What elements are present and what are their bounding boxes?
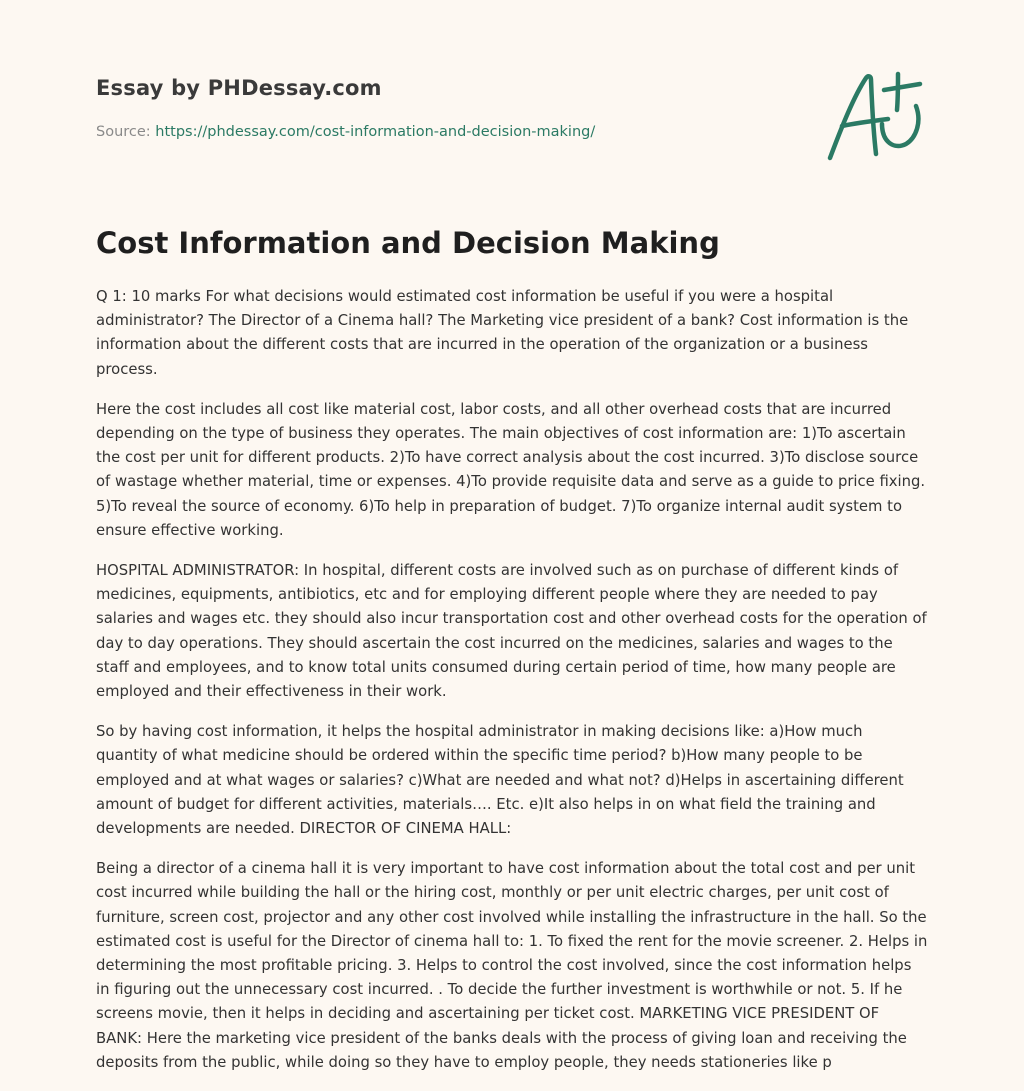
source-label: Source: bbox=[96, 124, 156, 140]
essay-body bbox=[96, 285, 928, 1091]
essay-paragraph: Being a director of a cinema hall it is very important to have cost information about the total cost and per unit cost incurred while building the hall or the hiring cost, monthly or per unit electric charges, per unit cost of furniture, screen cost, projector and any other cost involved while installing the infrastructure in the hall. So the estimated cost is useful for the Director of cinema hall to: 1. To fixed the rent for the movie screener. 2. Helps in determining the most profitable pricing. 3. Helps to control the cost involved, since the cost information helps in figuring out the unnecessary cost incurred. . To decide the further investment is worthwhile or not. 5. If he screens movie, then it helps in deciding and ascertaining per ticket cost. MARKETING VICE PRESIDENT OF BANK: Here the marketing vice president of the banks deals with the process of giving loan and receiving the deposits from the public, while doing so they have to employ people, they needs stationeries like p bbox=[96, 860, 928, 1071]
brand-title: Essay by PHDessay.com bbox=[96, 76, 382, 100]
a-plus-logo-icon bbox=[820, 66, 930, 166]
source-line bbox=[96, 124, 595, 140]
essay-title: Cost Information and Decision Making bbox=[96, 226, 720, 260]
essay-paragraph: HOSPITAL ADMINISTRATOR: In hospital, different costs are involved such as on purchase of different kinds of medicines, equipments, antibiotics, etc and for employing different people where they are needed to pay salaries and wages etc. they should also incur transportation cost and other overhead costs for the operation of day to day operations. They should ascertain the cost incurred on the medicines, salaries and wages to the staff and employees, and to know total units consumed during certain period of time, how many people are employed and their effectiveness in their work. bbox=[96, 562, 927, 701]
essay-paragraph: So by having cost information, it helps the hospital administrator in making decisions like: a)How much quantity of what medicine should be ordered within the specific time period? b)How many people to be employed and at what wages or salaries? c)What are needed and what not? d)Helps in ascertaining different amount of budget for different activities, materials…. Etc. e)It also helps in on what field the training and developments are needed. DIRECTOR OF CINEMA HALL: bbox=[96, 723, 904, 838]
source-link[interactable]: https://phdessay.com/cost-information-and-decision-making/ bbox=[155, 124, 596, 140]
essay-paragraph: Q 1: 10 marks For what decisions would estimated cost information be useful if you were a hospital administrator? The Director of a Cinema hall? The Marketing vice president of a bank? Cost information is the information about the different costs that are incurred in the operation of the organization or a business process. bbox=[96, 288, 909, 378]
essay-paragraph: Here the cost includes all cost like material cost, labor costs, and all other overhead costs that are incurred depending on the type of business they operates. The main objectives of cost information are: 1)To ascertain the cost per unit for different products. 2)To have correct analysis about the cost incurred. 3)To disclose source of wastage whether material, time or expenses. 4)To provide requisite data and serve as a guide to price fixing. 5)To reveal the source of economy. 6)To help in preparation of budget. 7)To organize internal audit system to ensure effective working. bbox=[96, 400, 926, 539]
